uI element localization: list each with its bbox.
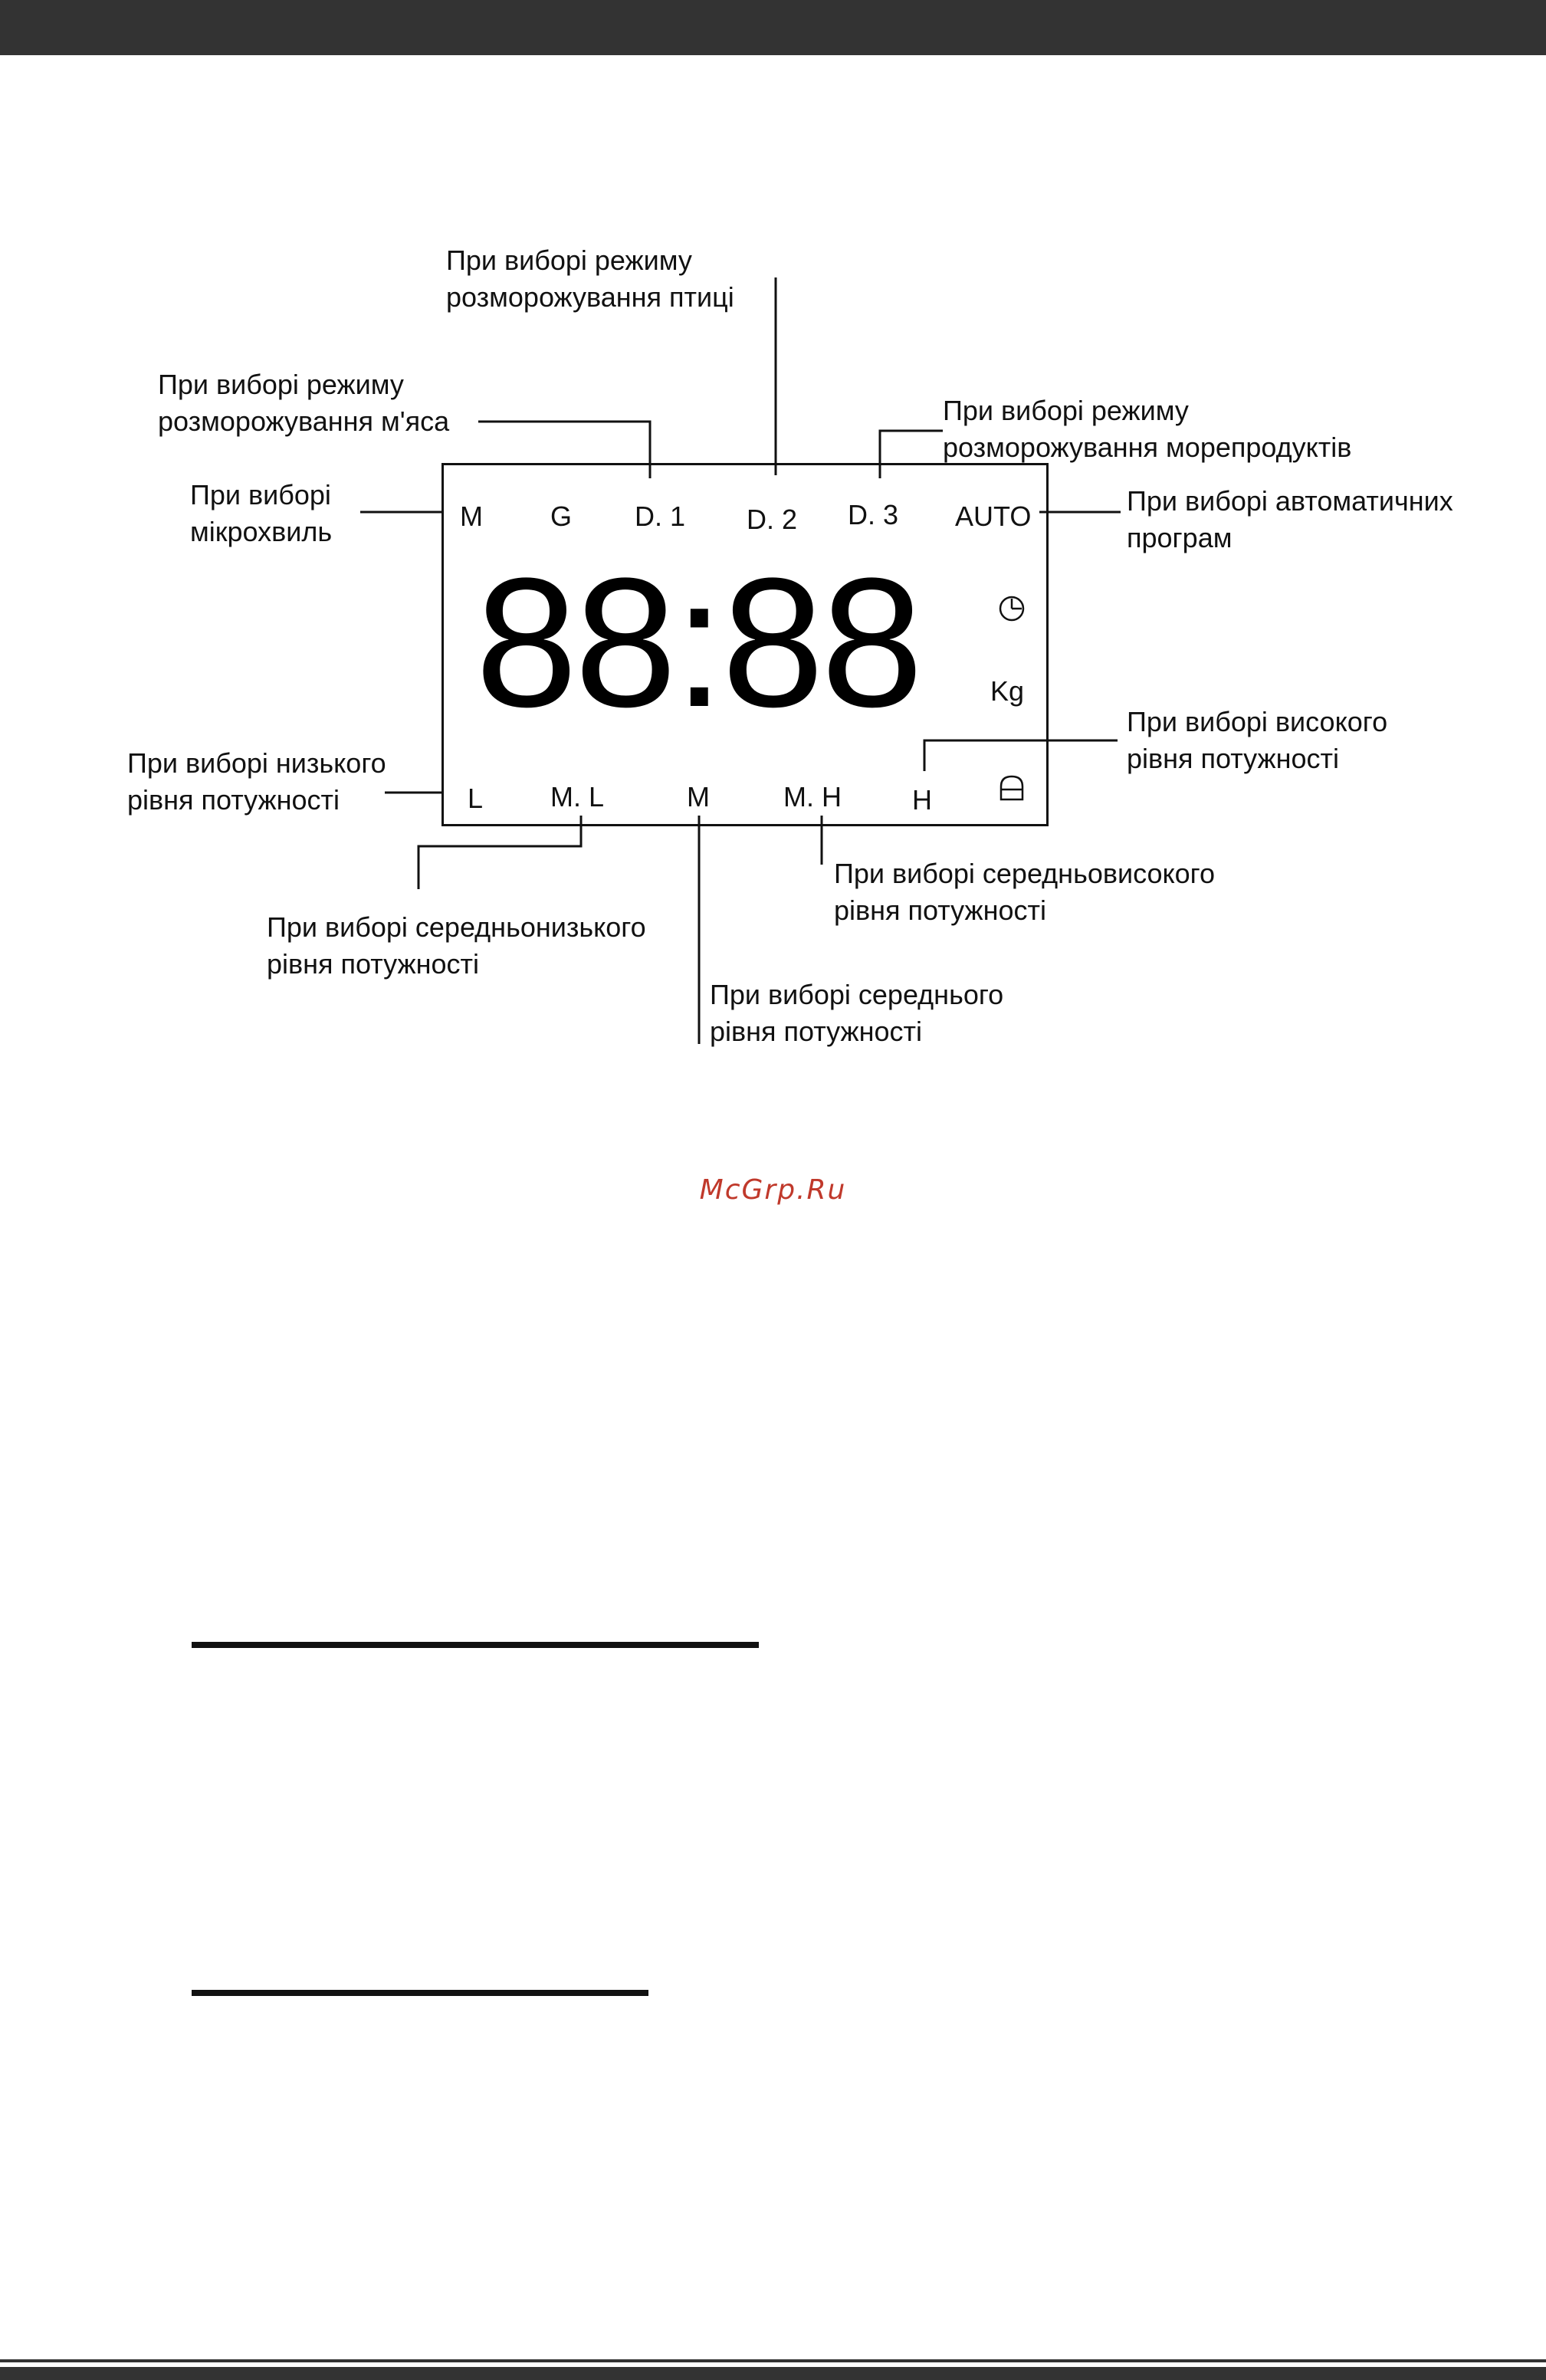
lcd-power-h: H <box>912 784 932 816</box>
lcd-digits: 88:88 <box>475 540 921 745</box>
callout-line: При виборі низького <box>127 747 386 779</box>
lcd-indicator-d1: D. 1 <box>635 501 686 532</box>
callout-microwave <box>190 477 332 550</box>
callout-line: розморожування птиці <box>446 281 734 313</box>
callout-line: рівня потужності <box>834 895 1047 926</box>
lcd-indicator-m: M <box>460 501 483 532</box>
callout-line: При виборі високого <box>1127 706 1388 737</box>
section-rule-1 <box>192 1642 759 1648</box>
callout-line: програм <box>1127 522 1233 553</box>
section-rule-2 <box>192 1990 648 1996</box>
lcd-indicator-d2: D. 2 <box>747 504 798 535</box>
callout-auto-programs <box>1127 483 1453 556</box>
callout-line: При виборі автоматичних <box>1127 485 1453 517</box>
callout-medium-low-power <box>267 909 646 983</box>
callout-medium-power <box>710 977 1003 1050</box>
callout-line: При виборі режиму <box>158 369 404 400</box>
leader-medium-low <box>419 816 581 889</box>
bottom-footer-bar <box>0 2367 1546 2380</box>
callout-line: При виборі <box>190 479 331 510</box>
callout-line: рівня потужності <box>1127 743 1340 774</box>
lcd-power-mh: M. H <box>783 781 842 812</box>
callout-seafood-defrost <box>943 392 1351 466</box>
callout-low-power <box>127 745 386 819</box>
callout-high-power <box>1127 704 1387 777</box>
lcd-indicator-d3: D. 3 <box>848 499 899 530</box>
lcd-indicator-g: G <box>550 501 573 532</box>
callout-line: розморожування морепродуктів <box>943 432 1352 463</box>
callout-line: розморожування м'яса <box>158 405 450 437</box>
callout-line: При виборі середньовисокого <box>834 858 1216 889</box>
lock-icon <box>998 774 1026 802</box>
callout-line: мікрохвиль <box>190 516 333 547</box>
callout-line: При виборі середньонизького <box>267 911 646 943</box>
callout-meat-defrost <box>158 366 449 440</box>
lcd-display-diagram <box>0 0 1546 1088</box>
callout-line: При виборі режиму <box>943 395 1189 426</box>
callout-line: При виборі режиму <box>446 245 692 276</box>
callout-line: рівня потужності <box>127 784 340 816</box>
lcd-indicator-auto: AUTO <box>955 501 1032 532</box>
lcd-power-l: L <box>468 783 484 814</box>
clock-icon <box>998 595 1026 622</box>
lcd-power-ml: M. L <box>550 781 605 812</box>
callout-line: рівня потужності <box>267 948 480 980</box>
callout-line: При виборі середнього <box>710 979 1004 1010</box>
callout-medium-high-power <box>834 855 1215 929</box>
watermark: McGrp.Ru <box>699 1174 847 1206</box>
lcd-power-m: M <box>687 781 710 812</box>
lcd-unit-kg: Kg <box>990 675 1025 707</box>
callout-poultry-defrost <box>446 242 734 316</box>
callout-line: рівня потужності <box>710 1016 923 1047</box>
footer-line <box>0 2359 1546 2362</box>
